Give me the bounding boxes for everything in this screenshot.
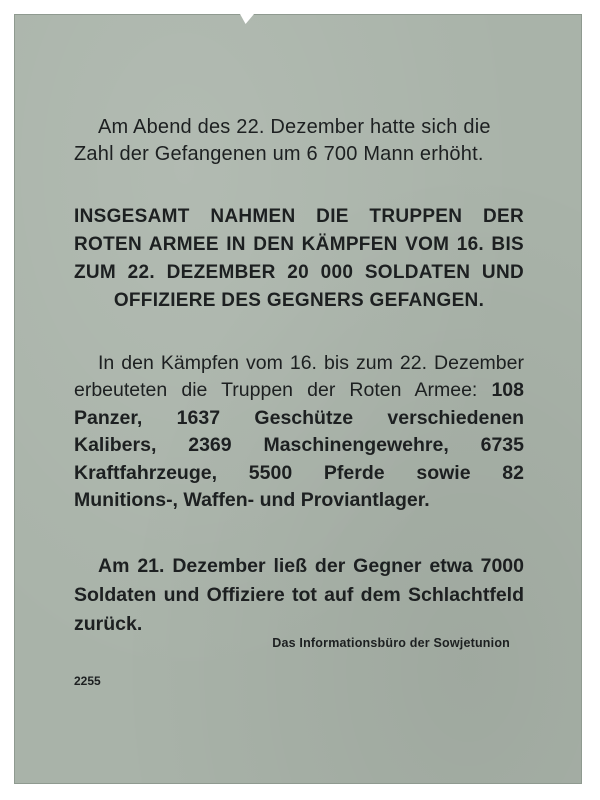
paragraph-enemy-dead: Am 21. Dezember ließ der Gegner etwa 7000 Soldaten und Offiziere tot auf dem Schlachtfeld zurück.	[74, 554, 524, 635]
paragraph-captured-equipment	[74, 350, 524, 515]
captured-intro: In den Kämpfen vom 16. bis zum 22. Dezember erbeuteten die Truppen der Roten Armee:	[74, 351, 524, 401]
signature-line: Das Informationsbüro der Sowjetunion	[272, 636, 510, 650]
leaflet-sheet	[14, 14, 582, 784]
torn-edge	[240, 14, 254, 24]
print-number: 2255	[74, 674, 101, 688]
paragraph-prisoners-increase: Am Abend des 22. Dezember hatte sich die Zahl der Gefangenen um 6 700 Mann erhöht.	[74, 116, 491, 165]
captured-list: 108 Panzer, 1637 Geschütze verschiedenen Kalibers, 2369 Maschinengewehre, 6735 Kraftfahrzeuge, 5500 Pferde sowie 82 Munitions-, Waffen- und Proviantlager.	[74, 379, 524, 511]
headline-total-prisoners: INSGESAMT NAHMEN DIE TRUPPEN DER ROTEN ARMEE IN DEN KÄMPFEN VOM 16. BIS ZUM 22. DEZEMBER 20 000 SOLDATEN UND OFFIZIERE DES GEGNERS GEFANGEN.	[74, 206, 524, 311]
